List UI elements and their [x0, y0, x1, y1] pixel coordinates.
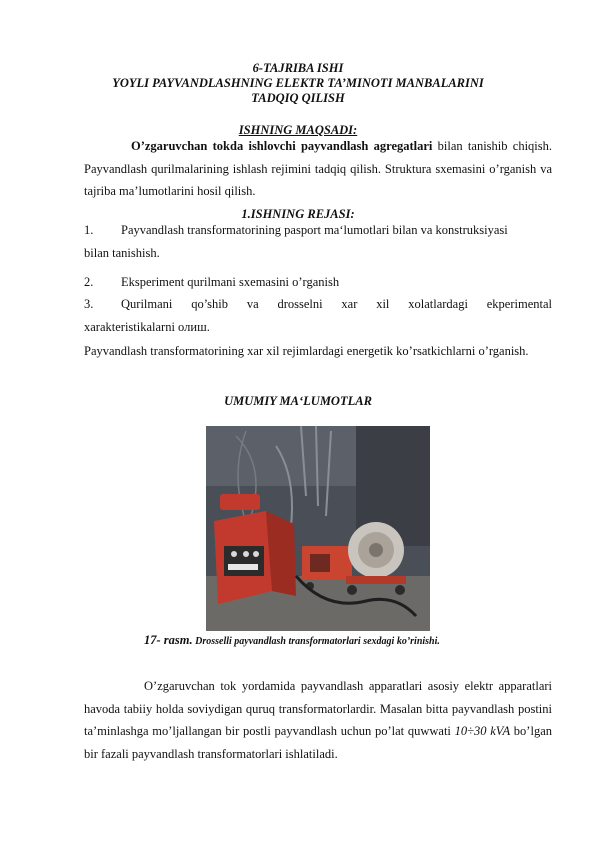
general-paragraph: O’zgaruvchan tok yordamida payvandlash apparatlari asosiy elektr apparatlari havoda tabiiy holda soviydigan quruq transformatorlardir. Masalan bitta payvandlash postini ta’minlashga mo’ljallangan bir postli payvandlash uchun po’lat quwwati 10÷30 kVA bo’lgan bir fazali payvandlash transformatorlari ishlatiladi.: [84, 679, 552, 761]
lab-topic-line1: YOYLI PAYVANDLASHNING ELEKTR TA’MINOTI MANBALARINI: [112, 76, 484, 90]
lab-title: 6-TAJRIBA ISHI: [252, 61, 344, 75]
welding-photo-illustration: [206, 426, 430, 631]
plan-item-1-line2: bilan tanishish.: [84, 246, 160, 260]
plan-item-2: Eksperiment qurilmani sxemasini o’rganish: [121, 275, 340, 289]
purpose-heading: ISHNING MAQSADI:: [238, 123, 358, 137]
purpose-text: bilan tanishib chiqish. Payvandlash qurilmalarining ishlash rejimini tadqiq qilish. Struktura sxemasini o’rganish va tajriba ma’lumotlarini hosil qilish.: [84, 139, 552, 198]
welding-equipment-photo: [206, 426, 430, 631]
plan-item-1-line1: Payvandlash transformatorining pasport ma‘lumotlari bilan va konstruksiyasi: [121, 223, 508, 237]
purpose-paragraph: [84, 135, 552, 203]
plan-item-3-line1: Qurilmani qo’shib va drosselni xar xil xolatlardagi ekperimental: [121, 297, 552, 311]
plan-heading: 1.ISHNING REJASI:: [241, 207, 355, 221]
figure-caption: 17- rasm. Drosselli payvandlash transformatorlari sexdagi ko’rinishi.: [144, 633, 440, 647]
plan-item-number: 2.: [84, 275, 94, 289]
purpose-bold-lead: O’zgaruvchan tokda ishlovchi payvandlash agregatlari: [131, 139, 433, 153]
plan-item-number: 3.: [84, 297, 94, 311]
power-range-value: 10÷30 kVA: [454, 724, 511, 738]
general-heading: UMUMIY MA‘LUMOTLAR: [224, 394, 372, 408]
lab-topic-line2: TADQIQ QILISH: [251, 91, 345, 105]
plan-item-3-line2: xarakteristikalarni олиш.: [84, 320, 210, 334]
plan-item-number: 1.: [84, 223, 94, 237]
plan-extra-paragraph: Payvandlash transformatorining xar xil rejimlardagi energetik ko’rsatkichlarni o’rganish.: [84, 344, 529, 358]
